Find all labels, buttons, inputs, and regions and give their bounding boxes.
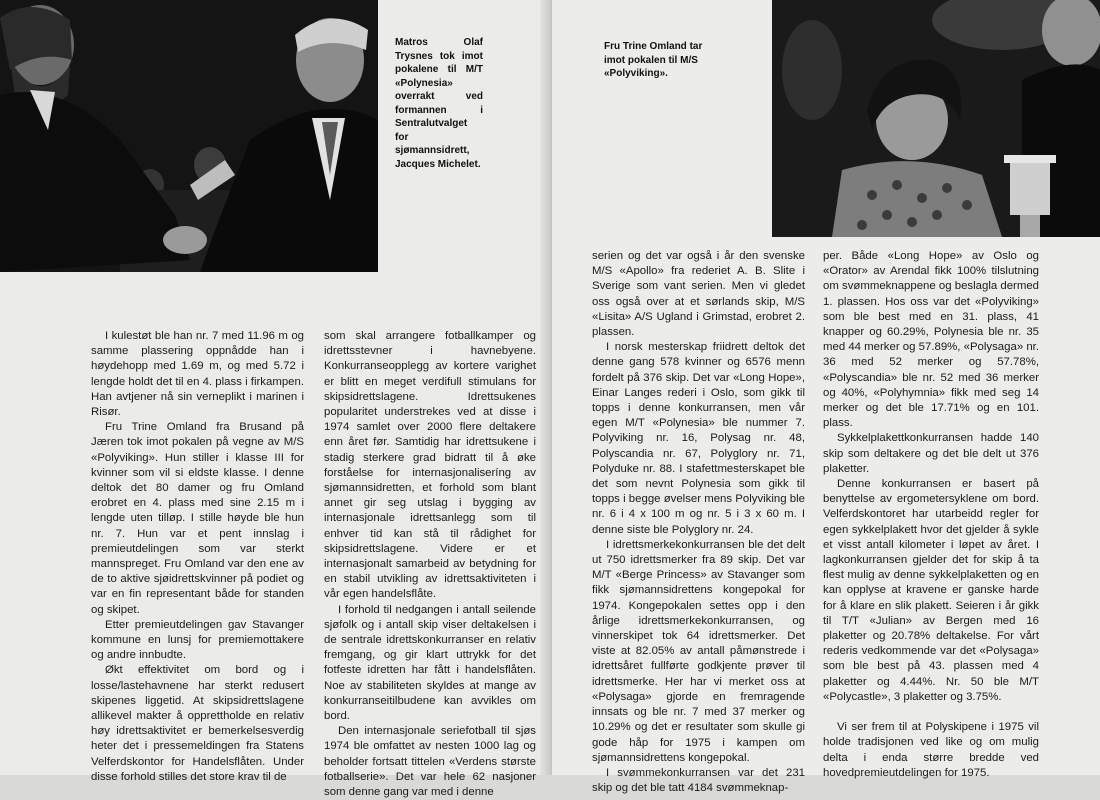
right-page (552, 0, 1100, 795)
paragraph: Økt effektivitet om bord og i losse/lastehavnene har sterkt redusert skipenes liggetid. At skipsidrettslagene allikevel makter å opprettholde en relativ høy idrettsaktivitet er bemerkelsesverdig heter det i pressemeldingen fra Statens Velferdskontor for Handelsflåten. Under disse forhold stilles det store krav til de (91, 664, 304, 783)
paragraph: I forhold til nedgangen i antall seilende sjøfolk og i antall skip viser deltakelsen i de sentrale idrettskonkurranser en relativ fremgang, og gir klart uttrykk for det fotfeste idretten har fått i handelsflåten. Noe av stabiliteten skyldes at mange av konkurranseitilbudene kan avvikles om bord. (324, 603, 536, 723)
left-page-column-2 (324, 329, 536, 800)
ceremony-photo (0, 0, 378, 272)
left-page-column-1 (91, 329, 304, 785)
award-photo-icon (772, 0, 1100, 237)
paragraph: per. Både «Long Hope» av Oslo og «Orator» av Arendal fikk 100% tilslutning om svømmeknappene og beslagla dermed 1. plassen. Hos oss var det «Polyviking» som ble best med en 31. plass, 41 knapper og 60.29%, Polynesia ble nr. 35 med 44 merker og 57.89%, «Polysaga» nr. 36 med 52 merker og 57.78%, «Polyscandia» ble nr. 52 med 36 merker og 40%, «Polyhymnia» fikk med seg 14 merker og det ble 17.71% og en 101. plass. (823, 250, 1039, 430)
paragraph: Den internasjonale seriefotball til sjøs 1974 ble omfattet av nesten 1000 lag og beholder fortsatt tittelen «Verdens største fotballserie». Det var hele 62 nasjoner som denne gang var med i denne (324, 725, 536, 799)
paragraph: Denne konkurransen er basert på benyttelse av ergometersyklene om bord. Velferdskontoret har utarbeidd regler for egen sykkelplakett hvor det gjelder å sykle et visst antall kilometer i løpet av året. I lagkonkurransen gjelder det for skip å ta flest mulig av denne sykkelplaketten og en kan opplyse at kravene er ganske harde for å klare en slik plakett. Seieren i år gikk til T/T «Julian» av Bergen med 16 plaketter og 20.78% deltakelse. For vårt rederis vedkommende var det «Polysaga» som ble best på 43. plassen med 4 plaketter og 4.44%. Nr. 50 ble M/T «Polycastle», 3 plaketter og 3.75%. (823, 478, 1039, 703)
paragraph: Vi ser frem til at Polyskipene i 1975 vil holde tradisjonen ved like og om mulig delta i enda større bredde ved hovedpremieutdelingen for 1975. (823, 721, 1039, 779)
right-page-column-1 (592, 249, 805, 796)
paragraph: som skal arrangere fotballkamper og idrettsstevner i havnebyene. Konkurranseopplegg av kortere varighet er blitt en meget verdifull stimulans for skipsidrettslagene. Idrettsukenes popularitet understrekes ved at disse i 1974 samlet over 2000 flere deltakere enn året før. Samtidig har idrettsukene i stadig sterkere grad bidratt til å øke forståelse for internasjonaliseríng av sjømannsidretten, et forhold som blant annet gir seg utslag i bygging av internasjonale idrettsanlegg som til enhver tid kan stå til rådighet for skipsidrettslagene. Videre er et internasjonalt samarbeid av betydning for en stabil utvikling av idrettsaktiviteten i vår egen handelsflåte. (324, 330, 536, 601)
paragraph: Sykkelplakettkonkurransen hadde 140 skip som deltakere og det ble delt ut 376 plaketter. (823, 432, 1039, 475)
paragraph: Fru Trine Omland fra Brusand på Jæren tok imot pokalen på vegne av M/S «Polyviking». Hun stiller i klasse III for kvinner som vil si eldste klasse. I denne deltok det 80 damer og fru Omland erobret en 4. plass med sine 2.15 m i lengde uten tilløp. I stille høyde ble hun nr. 7. Hun var et pent innslag i premieutdelingen som var sterkt mannspreget. Fru Omland var den ene av de to aktive sjøidrettskvinner på podiet og var en fin representant både for standen og skipet. (91, 421, 304, 616)
right-photo-caption: Fru Trine Omland tar imot pokalen til M/S «Polyviking». (604, 41, 703, 79)
paragraph: I idrettsmerkekonkurransen ble det delt ut 750 idrettsmerker fra 89 skip. Det var M/T «Berge Princess» av Stavanger som fikk sjømannsidrettens kongepokal for 1974. Kongepokalen settes opp i den årlige idrettsmerkekonkurransen, og vinnerskipet tok 64 idrettsmerker. Det viste at 82.05% av antall påmønstrede i idrettsåret fullførte godkjente prøver til idrettsmerke. Her har vi merket oss at «Polysaga» gjorde en fremragende innsats og ble nr. 7 med 37 merker og 10.29% og det er resultater som skulle gi gode håp for 1975 i kampen om sjømannsidrettens kongepokal. (592, 538, 805, 764)
paragraph: I kulestøt ble han nr. 7 med 11.96 m og samme plassering oppnådde han i høydehopp med 1.69 m, og med 5.72 i lengde holdt det til en 4. plass i firkampen. Han avtjener nå sin verneplikt i marinen i Risør. (91, 330, 304, 419)
award-photo (772, 0, 1100, 237)
left-photo-caption: Matros Olaf Trysnes tok imot pokalene til M/T «Polynesia» overrakt ved formannen i Sentralutvalget for sjømannsidrett, Jacques Michelet. (395, 37, 483, 170)
right-page-column-2 (823, 249, 1039, 781)
ceremony-photo-icon (0, 0, 378, 272)
paragraph: I norsk mesterskap friidrett deltok det denne gang 578 kvinner og 6576 menn fordelt på 376 skip. Det var «Long Hope», Einar Langes rederi i Oslo, som gikk til topps i denne konkurransen, men vår egen M/T «Polynesia» ble nummer 7. Polyviking nr. 16, Polysag nr. 48, Polyscandia nr. 67, Polyglory nr. 71, Polyduke nr. 88. I stafettmesterskapet ble det som nevnt Polynesia som gikk til topps i begge øvelser mens Polyviking ble nr. 6 i 4 x 100 m og nr. 5 i 3 x 60 m. I denne siste ble Polyglory nr. 24. (592, 341, 805, 536)
paragraph: Etter premieutdelingen gav Stavanger kommune en lunsj for premiemottakere og andre innbudte. (91, 618, 304, 662)
paragraph: serien og det var også i år den svenske M/S «Apollo» fra rederiet A. B. Slite i Sverige som vant serien. Men vi gledet oss også over at et sørlands skip, M/S «Lisita» A/S Ugland i Grimstad, erobret 2. plassen. (592, 250, 805, 339)
paragraph: I svømmekonkurransen var det 231 skip og det ble tatt 4184 svømmeknap- (592, 766, 805, 795)
